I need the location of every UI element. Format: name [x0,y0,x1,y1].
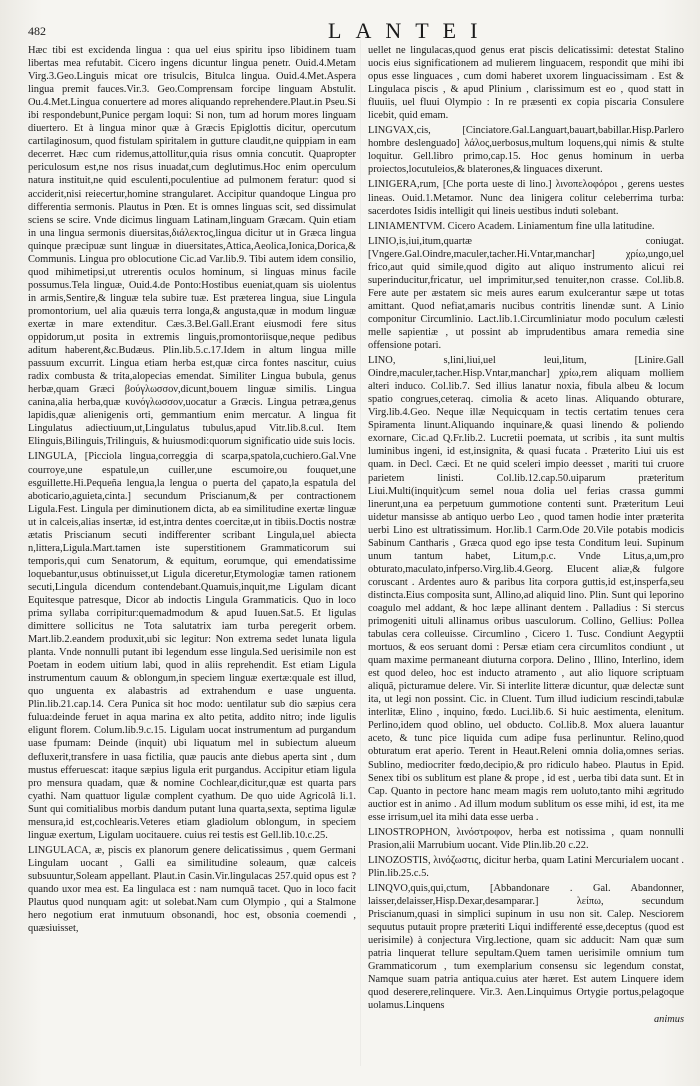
entry-lino: LINO, s,lini,liui,uel leui,litum, [Linire.Gall Oindre,maculer,tacher.Hisp.Vntar,manchar] χρίω,rem aliquam molliem alteri induco. Col.lib.7. Sed illius lanatur noxia, fibula albeu & locum spatio congrues,ceteraq. cimolia & aceto linas. Aliquando obturare, Virg.lib.4.Geo. Neque illæ Nequicquam in tectis certatim tenues cera Spiramenta linunt.Aliquando inquinare,& quasi linendo & poliendo exornare, Cic.ad Q.Fr.lib.2. Lucretii poemata, ut scribis , ita sunt multis luminibus ingeni, id est,insignita, & quasi fucata . Præterito Liui uis est quam. in Decl. Cæci. Et ne quid sceleri impio deesset , mariti tui cruore parietem linisti. Col.lib.12.cap.50.uiparum præteritum Liui.Multi(inquit)cum semel noua dolia uel ferias crassa gummi linerunt,una ea perpetuum gummotione contenti sunt. Præteritum Leui uidetur mansisse ab antiquo uerbo Leo , quod tamen hodie inter præterita uerbi Lino est ultratissimum. Hor.lib.1 Carm.Ode 20.Vile potabis modicis Sabinum Cantharis , Græca quod ego ipse testa Conditum leui. Supinum unum tantum habet, Litum,p.c. Vnde Litus,a,um,pro obturato,maculato,infperso.Virg.lib.4.Georg. Elucent aliæ,& fulgore coruscant . Ardentes auro & paribus lita corpora guttis,id est,insperfa,seu distincta.Eius composita sunt, Allino,ad aliquid lino. Plin. Sunt qui leporino coagulo mel addant, & hoc læpe allinant dentem . Palladius : Si stercus primogeniti uituli allinamus oribus uasculorum. Collino, Gellius: Pollea tabulas cera colleuisse. Circumlino , Cicero 1. Tusc. Condiunt Aegyptii mortuos, & eos seruant domi : Persæ etiam cera circumlitos condiunt , ut quam maxime permaneant diuturna corpora. Delino , Illino, Interlino, idem est quod deleo, hoc est inducto atramento , aut alio liquore scriptuam aliquã, picturamue delere. Vir. Si interlite litteræ dicuntur, quæ delectæ sunt ita, ut legi non possint. Cic. in Cluent. Tum illud iudicium rescindi,tabulæ interlitæ, Elino , inquino, fœdo. Luci.lib.6. Si huic aestimenta, elenitum. Perlino,idem quod oblino, uel obducto. Col.lib.8. Mox aluera lauantur aceto, & tunc pice liquida cum adipe fusa perlinuntur. Relino,quod obturatum erat aperio. Terent in Heaut.Releni omnia dolia,omnes serias. Sublino, mediocriter fœdo,decipio,& pro ridiculo habeo. Plautus in Epid. Senex tibi os sublitum est plane & prope , id est , uerba tibi data sunt. Et in Cap. Quanto in pectore hanc meam magis rem uoluto,tanto mihi ægritudo auctior est in animo . Ad illum modum sublitum os esse mihi, id est, ita me esse irrisum,uel ita mihi data esse uerba . [368,355,684,823]
entry-lingulaca-continued: uellet ne lingulacas,quod genus erat piscis delicatissimi: detestat Stalino uocis eius significationem ad mulierem linguacem, respondit que mihi ibi opus esse linguaces , cum domi haberet uxorem linguacissimam . Est & Lingulaca piscis , & apud Plinium , clarissimum est eo , quod statt in fluuiis, uel fluui Olympio : In re præsenti ex copia piscaria Consulere licebit, quid emam. [368,45,684,122]
left-column [28,44,356,1066]
entry-linostrophon: LINOSTROPHON, λινόστροφον, herba est notissima , quam nonnulli Prasion,alii Marrubium uocant. Vide Plin.lib.20 c.22. [368,826,684,851]
entry-linio: LINIO,is,iui,itum,quartæ coniugat. [Vngere.Gal.Oindre,maculer,tacher.Hi.Vntar,manchar] χρίω,ungo,uel frico,aut quid simile,quod digito aut aliquo instrumento alicui rei superinducitur,fricatur, uel imprimitur,sed tenuiter,non crasse. Col.lib.8. Fere aute per æstatem sic meis aures earum exulcerantur sæpe ut totas amittant. Quod nefiat,amaris nucibus contritis linendæ sunt. A Linio componitur Circumlinio. Lact.lib.1.Circumliniatur modo poculum cælesti melle sapientiæ , ut possint ab imprudentibus amara remedia sine offensione potari. [368,235,684,352]
column-gutter [360,40,361,1066]
right-column [368,44,684,1066]
running-head: LANTEI [328,18,492,43]
entry-linquo: LINQVO,quis,qui,ctum, [Abbandonare . Gal. Abandonner, laisser,delaisser,Hisp.Dexar,desamparar.] λείπω, secundum Priscianum,quasi in simplici supinum in usu non sit. Calep. Nesciorem sequutus putauit propre præteriti Liqui indifferenté esse,deceptus (quod est uerisimile) à conjectura Virg.lectione, quam sic adducit: Nam quæ sum patria linquerat tellure sepultam.Quem tamen uerisimile omnium tum Grammaticorum , tum exemplarium consensu sic legendum constat, Namque suam patria antiqua.cuius ater hæret. Est autem Linquere idem quod deserere,relinquere. Vir.3. Aen.Linquimus Ortygie portus,pelagoque uolamus.Linquens [368,882,684,1012]
catchword: animus [653,1014,684,1026]
entry-liniamentum: LINIAMENTVM. Cicero Academ. Liniamentum fine ulla latitudine. [368,220,655,232]
entry-linozostis: LINOZOSTIS, λινόζωστις, dicitur herba, quam Latini Mercurialem uocant . Plin.lib.25.c.5. [368,854,684,879]
page-number: 482 [28,24,46,38]
entry-lingua-continued: Hæc tibi est excidenda lingua : qua uel eius spiritu ipso libidinem tuam libertas mea refutabit. Cicero ingens dicuntur lingua penetr. Ouid.4.Metam Virg.3.Geo.Linguis micat ore trisulcis, Bitulca lingua. Ouid.4.Met.Aspera lingua premit fauces.Vir.3. Geo.Comprensam forcipe linguam Abstulit. Ou.4.Met.Lingua conuertere ad mores aliquando reprehendere.Plaut.in Pseu.Si ibi respondebunt,Punice pergam loqui: Si non, tum ad horum mores linguam diuertero. Et à lingua minor quæ à Græcis Epiglottis dicitur, opercutum cartilaginosum, quod fistulam spiritalem in gutture claudit,ne quippiam in eam decerret. Hæc cum ridemus,attollitur,quia risus omnia concutit. Quapropter periculosum est,ne nos risus inuadat,cum deglutimus.Hoc enim operculum natura instituit,ne quid esculenti,poculentiue ad pulmonem feratur: quod si acciderit,nisi reiecertur,homine strangularet. Accipitur quandoque Lingua pro differentia sermonis. Plautus in Pœn. Et is omnes linguas scit, sed dissimulat sciens se scire. Vnde dicimus linguam Latinam,linguam Græcam. Quin etiam in una lingua sermonis diuersitas,διάλεκτος,lingua dicitur ut in Græca lingua quinque præcipuæ sunt linguæ in diuersitates,Attica,Aeolica,Ionica,Dorica,& Communis. Lingua pro oblocutione Cic.ad Var.lib.9. Tibi autem idem consilio, quod mihimetipsi,ut utrerentis oculos hominum, si linguas minus facile possumus.Tela linguæ, Ouid.4.de Ponto:Hostibus eueniat,quam sis uiolentus in armis,Sentire,& linguæ tela subire tuæ. Est præterea lingua, siue Lingula promontorium, uel alia quæuis terra longa,& angusta,quæ in modum linguæ exertæ in mare extenditur. Cæs.3.Bel.Gall.Erant eiusmodi fere situs oppidorum,ut posita in extremis linguis,promontoriisque,neque pedibus aditum haberent,&c.Budæus. Plin.lib.5.c.17.Idem in altum lingua mille passuum excurrit. Lingua etiam herba est,quæ circa fontes nascitur, cuius radix combusta & trita,alopecias emendat. Similiter Lingua bubula, genus herbæ,quam Græci βούγλωσσον,dicunt,bouem linguæ similis. Lingua canina,alia herba,quæ κυνόγλωσσον,uocatur a Græcis. Lingua petræa,genus lapidis,quæ alienigenis orti, gemmantium enim mercatur. A lingua fit Lingulatus adiectiuum,ut,Lingulatus tubulus,apud Vitr.lib.8.cul. Item Elinguis,Bilinguis,Trilinguis, & huiusmodi:quorum significatio uide suis locis. [28,45,356,448]
page-header [28,18,680,44]
entry-lingulaca: LINGULACA, æ, piscis ex planorum genere delicatissimus , quem Germani Lingulam uocant , Galli ea similitudine soleaum, quæ calceis subsuuntur,Soleam appellant. Plaut.in Casin.Vir.lingulacas 257.quid opus est ? quando uxor mea est. Ea lingulaca est : nam numquã tacet. Quo in loco facit Plautus quod nunquam agit: ut solebat.Nam cum Olympio , qui a Stalmone hero negotium erat inmutuum obsonandi, hoc est, obsonia coemendi , quæsiuisset, [28,844,356,935]
entry-linigera: LINIGERA,rum, [Che porta ueste di lino.] λινοπελοφόροι , gerens uestes lineas. Ouid.1.Metamor. Nunc dea linigera colitur celeberrima turba: sacerdotes Isidis intelligit qui lineis uestibus induti solebant. [368,179,684,217]
entry-linguax: LINGVAX,cis, [Cinciatore.Gal.Languart,bauart,babillar.Hisp.Parlero hombre deslenguado] λάλος,uerbosus,multum loquens,qui nimis & stulte loquitur. Gell.libro primo,cap.15. Hoc genus hominum in uerba proiectos,locutuleios,& blaterones,& linguaces dixerunt. [368,125,684,176]
entry-lingula: LINGULA, [Picciola lingua,correggia di scarpa,spatola,cuchiero.Gal.Vne courroye,une espatule,un cuiller,une escumoire,ou fouquet,une esguillette.Hi.Pequeña lengua,la lengua o puerta del çapato,la espatula del aboticario,aguieta,cinta.] secundum Priscianum,& per contractionem Ligula.Fest. Lingula per diminutionem dicta, ab ea similitudine exertæ linguæ ut in calceis,alias insertæ, id est,intra dentes coercitæ,ut in tibiis.Doctis nostræ ætatis Priscianum secuti indifferenter scribant Lingula,uel abiecta n,littera,Ligula.Mart.tamen iste superstitionem Grammaticorum sui temporis,qui cum Senatorum, & equitum, eorumque, qui emendatissime loquebantur,usus obtinuisset,ut Ligula diceretur,Etymologiæ tamen rationem secuti,Lingula dicendum contendebant.Quamuis,inquit,me Ligulam dicant Equitesque patresque, Dicor ab indoctis Lingula Grammaticis. Quo in loco prima syllaba corripitur:quemadmodum & apud Iuuen.Sat.5. Et ligulas dimittere sollicitus ne Tota salutatrix iam turba peregerit orbem. Mart.lib.2.eandem produxit,ubi sic legitur: Non extrema sedet lunata ligula planta. Vnde nonnulli putant ibi legendum esse lingula.Sed uerisimile non est Poetam in eodem uitium labi, quod in aliis reprehendit. Est etiam Ligula instrumentum cauum & oblongum,in speciem linguæ exertæ:quale est illud, quo unguenta ex alabastris ad extrahendum e uase unguenta. Plin.lib.21.cap.14. Cera Punica sit hoc modo: uentilatur sub dio sæpius cera fulua:deinde feruet in aqua marina ex alto petita, addito nitro; inde ligulis eligunt florem. Colum.lib.9.c.15. Ligulam uocat instrumentum ad purgandum uase fpumam: Deinde (inquit) ubi liquatum mel in subiectum alueum defluxerit,transfere in uasa fictilia, quæ paucis ante diebus aperta sint , dum mustus efferuescat: itaque sæpius ligula erit purgandus. Accipitur etiam ligula pro mensura quadam, quæ & nomine Cochlear,dicitur,quæ est quarta pars cyathi. Nam quattuor ligulæ complent cyathum. De quo uide Agricolâ li.1. Sunt qui comitialibus morbis dandum putant luna quarta,sexta, septima ligulæ mensura,id est,cochlearis.Veteres etiam gladiolum oblongum, in speciem linguæ exertum, Ligulam uocitauere. cuius rei testis est Gell.lib.10.c.25. [28,451,356,841]
